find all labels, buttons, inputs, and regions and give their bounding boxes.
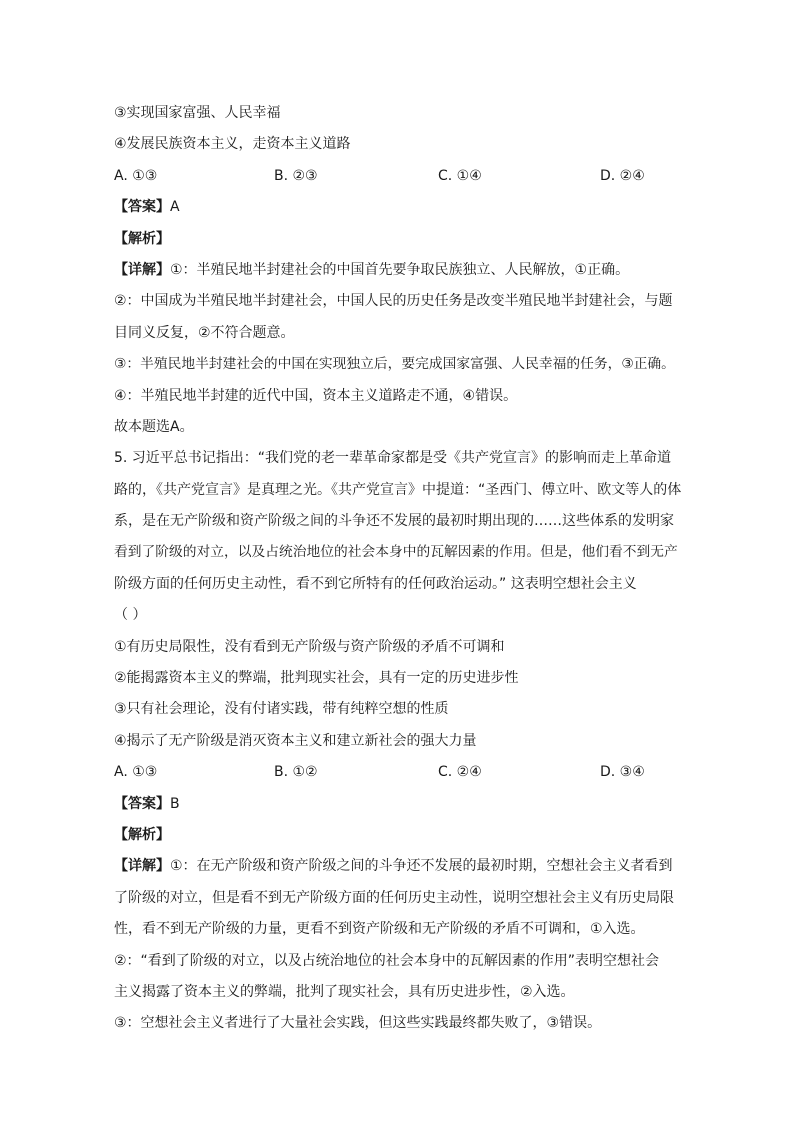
q5-answer [114,791,684,822]
q5-blank: （ ） [114,607,147,624]
q5-detail-2a: ②：“看到了阶级的对立，以及占统治地位的社会本身中的瓦解因素的作用”表明空想社会 [114,952,660,969]
q5-statement-3: ③只有社会理论，没有付诸实践，带有纯粹空想的性质 [114,701,449,718]
q5-answer-value: B [170,795,180,812]
q5-detail-1c: 性，看不到无产阶级的力量，更看不到资产阶级和无产阶级的矛盾不可调和，①入选。 [114,921,645,938]
q4-option-d: D. ②④ [600,167,645,184]
q5-analysis-tag: 【解析】 [114,826,170,843]
q5-analysis [114,822,684,853]
q5-detail-tag: 【详解】 [114,858,170,875]
q4-detail-1-text: ①：半殖民地半封建社会的中国首先要争取民族独立、人民解放，①正确。 [170,261,630,278]
q5-detail-2b: 主义揭露了资本主义的弊端，批判了现实社会，具有历史进步性，②入选。 [114,983,575,1000]
q5-stem-5: 阶级方面的任何历史主动性，看不到它所特有的任何政治运动。” 这表明空想社会主义 [114,575,637,592]
q5-detail-1a [114,853,684,884]
document-page [114,100,684,1042]
q4-detail-1 [114,257,684,288]
q4-detail-3: ③：半殖民地半封建社会的中国在实现独立后，要完成国家富强、人民幸福的任务，③正确。 [114,356,675,373]
q5-stem-2: 路的，《共产党宣言》是真理之光。《共产党宣言》中提道：“圣西门、傅立叶、欧文等人的体 [114,481,682,498]
q5-statement-4: ④揭示了无产阶级是消灭资本主义和建立新社会的强大力量 [114,732,477,749]
q5-option-c: C. ②④ [438,764,482,781]
q5-option-a: A. ①③ [114,764,158,781]
q5-options [114,759,684,790]
q4-detail-2b: 目同义反复，②不符合题意。 [114,324,295,341]
q4-answer-value: A [170,199,180,216]
q5-stem-3: 系，是在无产阶级和资产阶级之间的斗争还不发展的最初时期出现的……这些体系的发明家 [114,513,674,530]
q5-stem-4: 看到了阶级的对立，以及占统治地位的社会本身中的瓦解因素的作用。但是，他们看不到无产 [114,544,678,561]
q5-option-d: D. ③④ [600,764,645,781]
q5-statement-1: ①有历史局限性，没有看到无产阶级与资产阶级的矛盾不可调和 [114,638,505,655]
q4-option-c: C. ①④ [438,167,482,184]
q4-detail-4: ④：半殖民地半封建的近代中国，资本主义道路走不通，④错误。 [114,387,518,404]
q4-option-a: A. ①③ [114,167,158,184]
q4-detail-2a: ②：中国成为半殖民地半封建社会，中国人民的历史任务是改变半殖民地半封建社会，与题 [114,293,673,310]
q4-answer [114,194,684,225]
q5-statement-2: ②能揭露资本主义的弊端，批判现实社会，具有一定的历史进步性 [114,670,519,687]
q5-stem-1: 5. 习近平总书记指出：“我们党的老一辈革命家都是受《共产党宣言》的影响而走上革命道 [114,450,672,467]
q5-answer-tag: 【答案】 [114,795,170,812]
q4-analysis [114,226,684,257]
q4-analysis-tag: 【解析】 [114,230,170,247]
q4-answer-tag: 【答案】 [114,199,170,216]
q4-options [114,163,684,194]
q4-detail-tag: 【详解】 [114,261,170,278]
q5-detail-1b: 了阶级的对立，但是看不到无产阶级方面的任何历史主动性，说明空想社会主义有历史局限 [114,889,674,906]
q4-statement-4: ④发展民族资本主义，走资本主义道路 [114,136,351,153]
q4-option-b: B. ②③ [274,167,318,184]
q5-option-b: B. ①② [274,764,318,781]
q5-detail-3: ③：空想社会主义者进行了大量社会实践，但这些实践最终都失败了，③错误。 [114,1015,602,1032]
q5-detail-1a-text: ①：在无产阶级和资产阶级之间的斗争还不发展的最初时期，空想社会主义者看到 [170,858,673,875]
q4-conclusion: 故本题选A。 [114,418,194,435]
q4-statement-3: ③实现国家富强、人民幸福 [114,105,281,121]
